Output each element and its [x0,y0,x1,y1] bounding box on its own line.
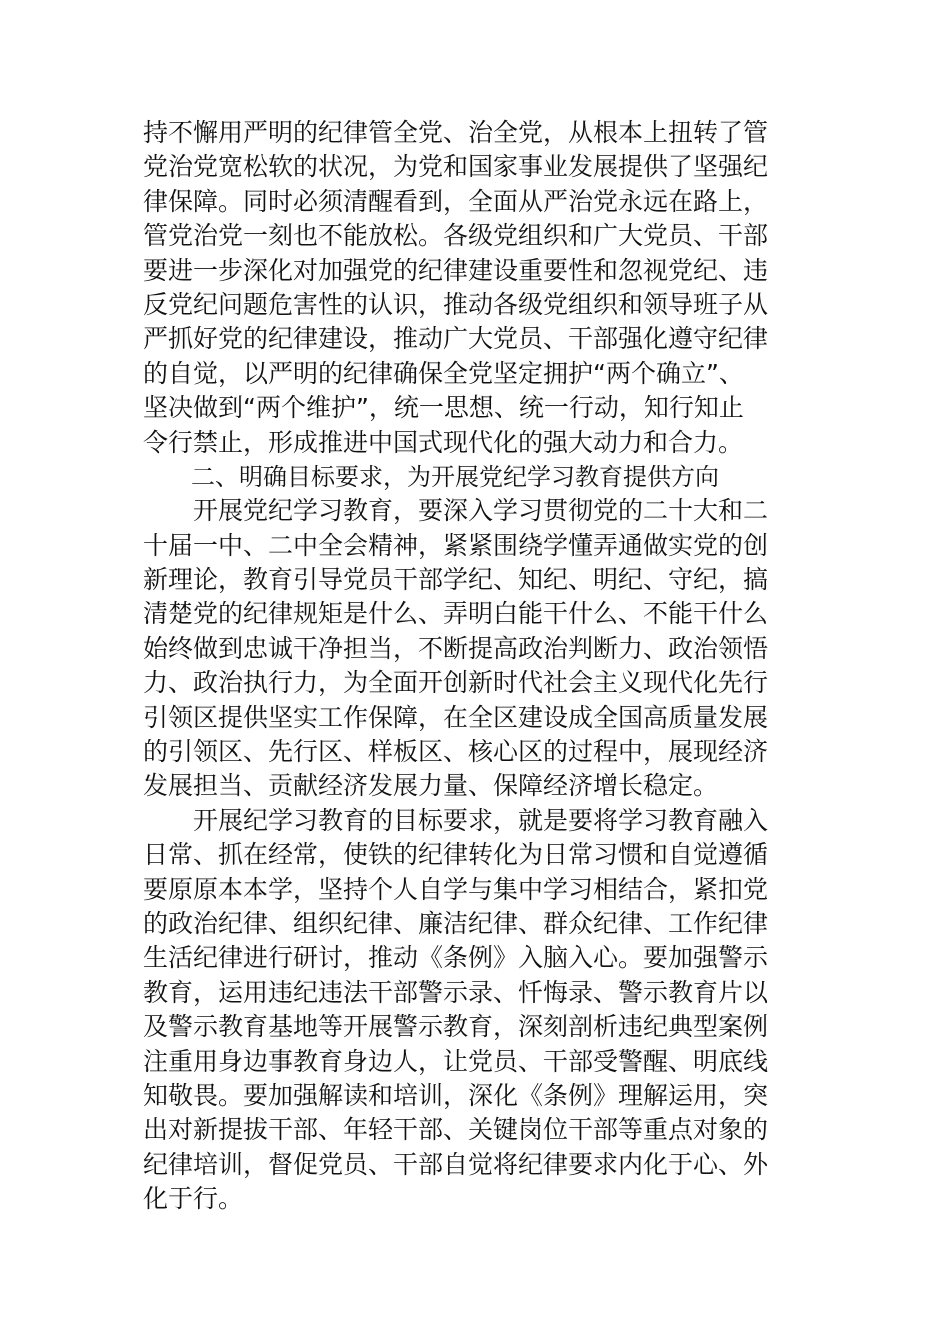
section-heading: 二、明确目标要求，为开展党纪学习教育提供方向 [143,462,719,491]
text-line: 及警示教育基地等开展警示教育，深刻剖析违纪典型案例 [143,1012,769,1042]
text-line: 知敬畏。要加强解读和培训，深化《条例》理解运用，突 [143,1080,769,1110]
text-line: 严抓好党的纪律建设，推动广大党员、干部强化遵守纪律 [143,324,769,354]
text-line: 要进一步深化对加强党的纪律建设重要性和忽视党纪、违 [143,255,769,285]
text-line: 开展党纪学习教育，要深入学习贯彻党的二十大和二 [143,496,769,526]
text-line: 力、政治执行力，为全面开创新时代社会主义现代化先行 [143,668,769,698]
text-line: 管党治党一刻也不能放松。各级党组织和广大党员、干部 [143,221,769,251]
text-line: 律保障。同时必须清醒看到，全面从严治党永远在路上， [143,186,769,216]
text-line: 新理论，教育引导党员干部学纪、知纪、明纪、守纪，搞 [143,565,769,595]
text-line: 的引领区、先行区、样板区、核心区的过程中，展现经济 [143,737,769,767]
text-line: 的政治纪律、组织纪律、廉洁纪律、群众纪律、工作纪律 [143,908,769,938]
text-line: 清楚党的纪律规矩是什么、弄明白能干什么、不能干什么 [143,599,769,629]
text-line: 注重用身边事教育身边人，让党员、干部受警醒、明底线 [143,1046,769,1076]
text-line: 反党纪问题危害性的认识，推动各级党组织和领导班子从 [143,289,769,319]
text-line: 日常、抓在经常，使铁的纪律转化为日常习惯和自觉遵循 [143,840,769,870]
text-line: 始终做到忠诚干净担当，不断提高政治判断力、政治领悟 [143,633,769,663]
text-line: 出对新提拔干部、年轻干部、关键岗位干部等重点对象的 [143,1115,769,1145]
text-line: 的自觉，以严明的纪律确保全党坚定拥护“两个确立”、 [143,358,744,388]
text-line: 开展纪学习教育的目标要求，就是要将学习教育融入 [143,805,769,835]
text-line: 化于行。 [143,1184,244,1214]
text-line: 坚决做到“两个维护”，统一思想、统一行动，知行知止 [143,393,744,423]
text-line: 持不懈用严明的纪律管全党、治全党，从根本上扭转了管 [143,118,769,147]
text-line: 令行禁止，形成推进中国式现代化的强大动力和合力。 [143,427,744,457]
body-text [143,116,813,1217]
text-line: 党治党宽松软的状况，为党和国家事业发展提供了坚强纪 [143,152,769,182]
text-line: 要原原本本学，坚持个人自学与集中学习相结合，紧扣党 [143,874,769,904]
text-line: 引领区提供坚实工作保障，在全区建设成全国高质量发展 [143,702,769,732]
text-line: 纪律培训，督促党员、干部自觉将纪律要求内化于心、外 [143,1149,769,1179]
text-line: 发展担当、贡献经济发展力量、保障经济增长稳定。 [143,771,719,801]
text-line: 教育，运用违纪违法干部警示录、忏悔录、警示教育片以 [143,977,769,1007]
text-line: 十届一中、二中全会精神，紧紧围绕学懂弄通做实党的创 [143,530,769,560]
text-line: 生活纪律进行研讨，推动《条例》入脑入心。要加强警示 [143,943,769,973]
